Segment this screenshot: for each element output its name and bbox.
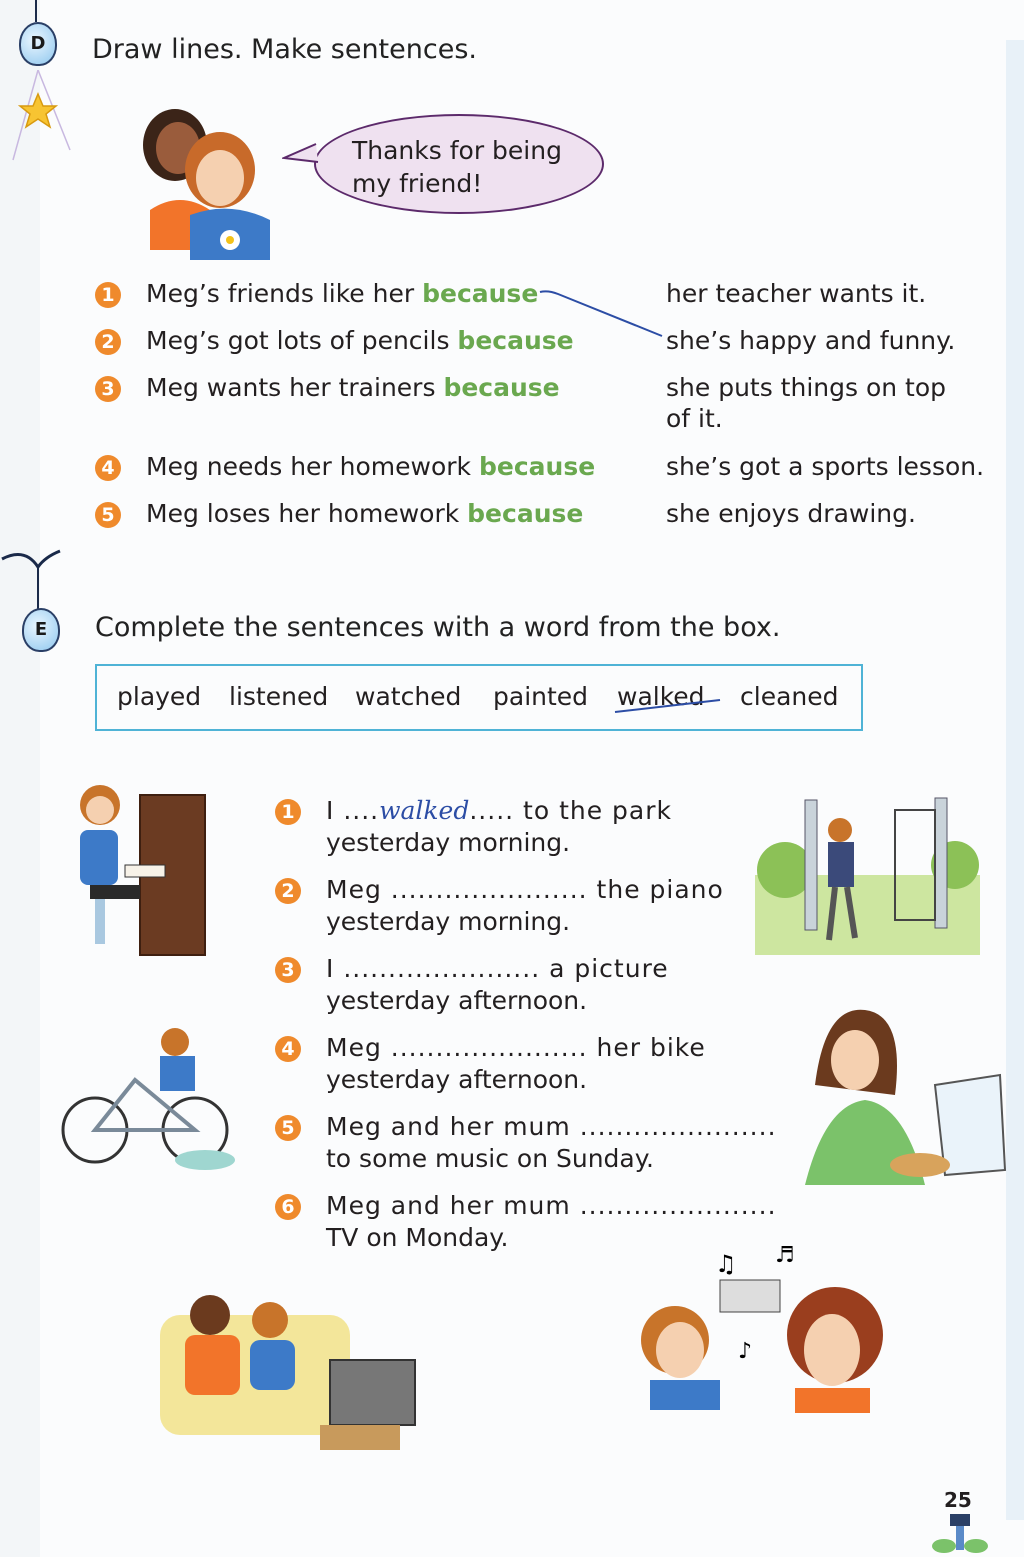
- sentence-start: Meg’s friends like her because: [146, 279, 539, 308]
- sentence-line-1: I ...................... a picture: [326, 954, 669, 983]
- section-d-letter: D: [30, 33, 46, 54]
- ending-text: her teacher wants it.: [666, 279, 927, 308]
- item-number: 4: [95, 455, 121, 481]
- word-box-item: painted: [493, 682, 589, 711]
- because-word: because: [457, 326, 574, 355]
- item-number: 1: [275, 799, 301, 825]
- speech-bubble: [314, 114, 604, 214]
- page-left-shade: [0, 0, 40, 1557]
- item-number: 3: [275, 957, 301, 983]
- girl-and-mum-watching-tv-illustration: [150, 1285, 420, 1450]
- page-right-edge: [1006, 40, 1024, 1520]
- ending-text: she’s happy and funny.: [666, 326, 956, 355]
- sentence-start: Meg needs her homework because: [146, 452, 596, 481]
- sentence-line-1: I ....walked..... to the park: [326, 796, 673, 825]
- girl-painting-illustration: [795, 1005, 1010, 1190]
- word-box-item: cleaned: [740, 682, 839, 711]
- section-e-bulb-icon: [22, 608, 60, 652]
- sentence-start: Meg wants her trainers because: [146, 373, 560, 402]
- item-number: 3: [95, 376, 121, 402]
- lamp-icon: [930, 1510, 990, 1555]
- word-box-item: played: [117, 682, 202, 711]
- speech-bubble-tail: [282, 140, 322, 170]
- item-number: 4: [275, 1036, 301, 1062]
- item-number: 5: [275, 1115, 301, 1141]
- sentence-line-1: Meg and her mum ......................: [326, 1191, 777, 1220]
- ending-text: she enjoys drawing.: [666, 499, 916, 528]
- svg-text:♫: ♫: [715, 1250, 737, 1278]
- item-number: 2: [95, 329, 121, 355]
- because-word: because: [443, 373, 560, 402]
- bulb-wire: [0, 545, 70, 615]
- because-word: because: [422, 279, 539, 308]
- girl-and-mum-listening-music-illustration: [620, 1240, 890, 1415]
- sentence-line-2: yesterday afternoon.: [326, 1065, 588, 1094]
- item-number: 2: [275, 878, 301, 904]
- sentence-line-2: yesterday afternoon.: [326, 986, 588, 1015]
- sentence-start: Meg’s got lots of pencils because: [146, 326, 574, 355]
- section-d-heading: Draw lines. Make sentences.: [92, 34, 477, 65]
- sentence-line-1: Meg and her mum ......................: [326, 1112, 777, 1141]
- sentence-start: Meg loses her homework because: [146, 499, 584, 528]
- girl-playing-piano-illustration: [55, 770, 215, 965]
- page-number: 25: [944, 1488, 972, 1512]
- because-word: because: [467, 499, 584, 528]
- item-number: 6: [275, 1194, 301, 1220]
- word-box-item-crossed: walked: [617, 682, 705, 711]
- matching-line: [538, 286, 668, 346]
- svg-text:♪: ♪: [738, 1339, 753, 1364]
- bulb-string: [35, 0, 37, 22]
- because-word: because: [478, 452, 596, 481]
- sentence-line-2: yesterday morning.: [326, 907, 571, 936]
- item-number: 1: [95, 282, 121, 308]
- girls-hugging-illustration: [120, 100, 285, 260]
- section-e-heading: Complete the sentences with a word from the box.: [95, 612, 781, 643]
- sentence-line-2: to some music on Sunday.: [326, 1144, 654, 1173]
- sentence-line-1: Meg ...................... the piano: [326, 875, 724, 904]
- sentence-line-1: Meg ...................... her bike: [326, 1033, 706, 1062]
- section-d-bulb-icon: [19, 22, 57, 66]
- ending-text: of it.: [666, 404, 723, 433]
- handwritten-answer: walked: [379, 796, 470, 825]
- word-box-item: watched: [355, 682, 462, 711]
- ending-text: she puts things on top: [666, 373, 947, 402]
- star-icon: [8, 70, 78, 170]
- svg-text:♬: ♬: [775, 1243, 795, 1268]
- sentence-line-2: TV on Monday.: [326, 1223, 509, 1252]
- speech-line-1: Thanks for being: [352, 136, 562, 165]
- girl-cleaning-bike-illustration: [45, 1020, 245, 1170]
- item-number: 5: [95, 502, 121, 528]
- girl-walking-park-illustration: [755, 780, 980, 955]
- word-box-item: listened: [229, 682, 329, 711]
- sentence-line-2: yesterday morning.: [326, 828, 571, 857]
- speech-line-2: my friend!: [352, 169, 483, 198]
- crossout-mark: [612, 690, 724, 720]
- section-e-letter: E: [34, 619, 48, 640]
- ending-text: she’s got a sports lesson.: [666, 452, 985, 481]
